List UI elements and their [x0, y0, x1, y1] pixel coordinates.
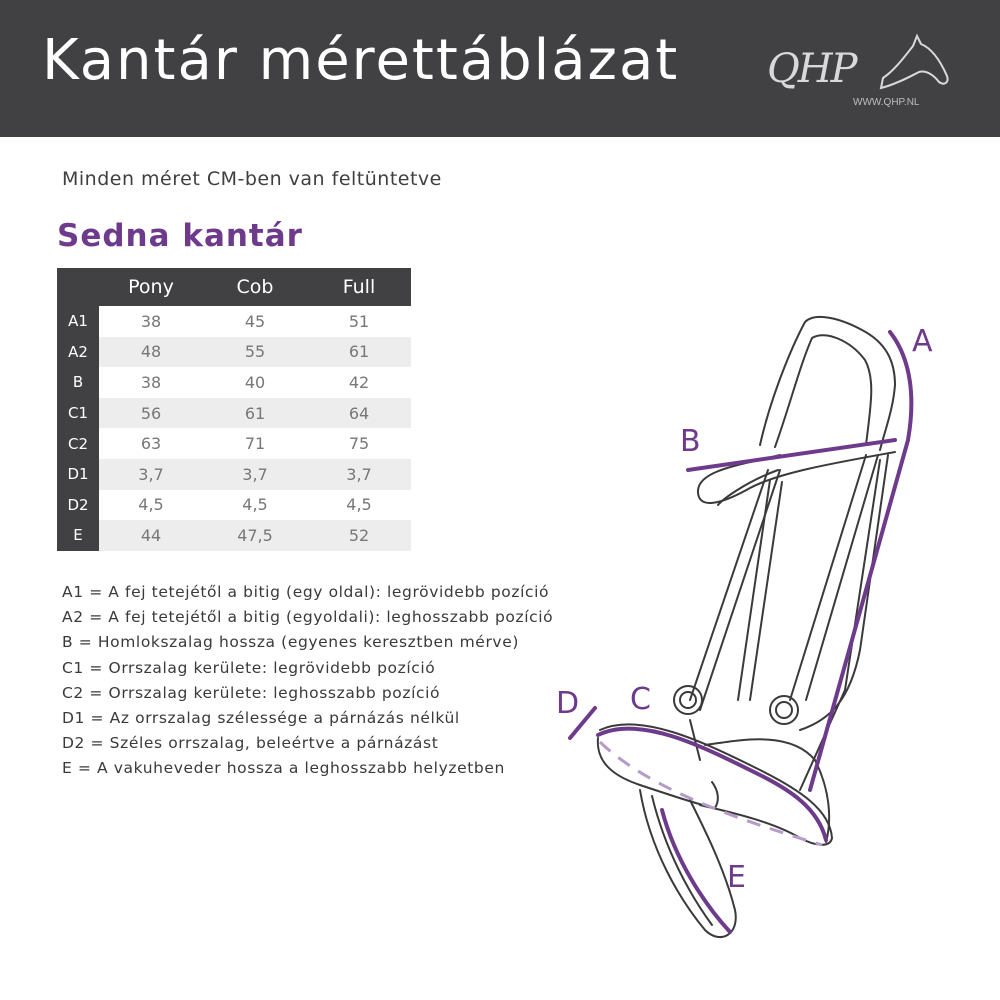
row-label: A2 [57, 337, 99, 368]
column-header-pony: Pony [99, 268, 203, 306]
table-row [57, 459, 411, 490]
legend-item: A1 = A fej tetejétől a bitig (egy oldal): legrövidebb pozíció [62, 583, 550, 601]
legend-item: C2 = Orrszalag kerülete: leghosszabb pozíció [62, 683, 441, 702]
row-label: D2 [57, 490, 99, 521]
table-cell: 3,7 [307, 459, 411, 490]
bridle-outline [598, 317, 895, 937]
row-label: C1 [57, 398, 99, 429]
measurement-legend [62, 580, 553, 782]
table-cell: 55 [203, 337, 307, 368]
bridle-diagram [540, 300, 1000, 960]
table-corner-cell [57, 268, 99, 306]
diagram-label-c: C [630, 682, 651, 717]
legend-item: D1 = Az orrszalag szélessége a párnázás nélkül [62, 708, 460, 727]
row-label: D1 [57, 459, 99, 490]
table-cell: 4,5 [307, 490, 411, 521]
table-cell: 51 [307, 306, 411, 337]
table-cell: 4,5 [203, 490, 307, 521]
section-title: Sedna kantár [57, 218, 303, 254]
row-label: B [57, 367, 99, 398]
table-row [57, 428, 411, 459]
table-cell: 3,7 [203, 459, 307, 490]
table-cell: 3,7 [99, 459, 203, 490]
table-cell: 48 [99, 337, 203, 368]
table-cell: 42 [307, 367, 411, 398]
measure-b-line [688, 440, 895, 470]
table-cell: 63 [99, 428, 203, 459]
logo-text: QHP [767, 46, 856, 92]
qhp-logo[interactable] [765, 30, 950, 110]
page-title: Kantár mérettáblázat [42, 28, 680, 93]
table-cell: 56 [99, 398, 203, 429]
legend-item: A2 = A fej tetejétől a bitig (egyoldali): leghosszabb pozíció [62, 608, 554, 627]
table-cell: 45 [203, 306, 307, 337]
table-row [57, 398, 411, 429]
legend-item: E = A vakuheveder hossza a leghosszabb helyzetben [62, 759, 505, 778]
row-label: C2 [57, 428, 99, 459]
row-label: E [57, 520, 99, 551]
table-cell: 40 [203, 367, 307, 398]
logo-url: WWW.QHP.NL [853, 97, 920, 108]
table-cell: 38 [99, 306, 203, 337]
diagram-label-b: B [680, 424, 701, 459]
table-row [57, 490, 411, 521]
legend-item: D2 = Széles orrszalag, beleértve a párnázást [62, 734, 439, 753]
measure-a-line [810, 332, 911, 790]
table-cell: 44 [99, 520, 203, 551]
table-row [57, 306, 411, 337]
table-header-row [57, 268, 411, 306]
table-cell: 38 [99, 367, 203, 398]
table-cell: 4,5 [99, 490, 203, 521]
units-note: Minden méret CM-ben van feltüntetve [62, 168, 442, 190]
header-bar [0, 0, 1000, 137]
table-cell: 61 [307, 337, 411, 368]
size-table [57, 268, 411, 551]
diagram-label-a: A [912, 324, 933, 359]
table-row [57, 520, 411, 551]
table-cell: 71 [203, 428, 307, 459]
column-header-cob: Cob [203, 268, 307, 306]
table-row [57, 337, 411, 368]
table-cell: 52 [307, 520, 411, 551]
table-cell: 61 [203, 398, 307, 429]
column-header-full: Full [307, 268, 411, 306]
diagram-label-e: E [727, 860, 746, 895]
measurement-lines [570, 332, 911, 932]
row-label: A1 [57, 306, 99, 337]
legend-item: B = Homlokszalag hossza (egyenes keresztben mérve) [62, 633, 519, 652]
measure-e-line [662, 810, 730, 932]
table-cell: 64 [307, 398, 411, 429]
legend-item: C1 = Orrszalag kerülete: legrövidebb pozíció [62, 658, 436, 677]
table-row [57, 367, 411, 398]
diagram-label-d: D [556, 686, 580, 721]
table-cell: 75 [307, 428, 411, 459]
table-cell: 47,5 [203, 520, 307, 551]
